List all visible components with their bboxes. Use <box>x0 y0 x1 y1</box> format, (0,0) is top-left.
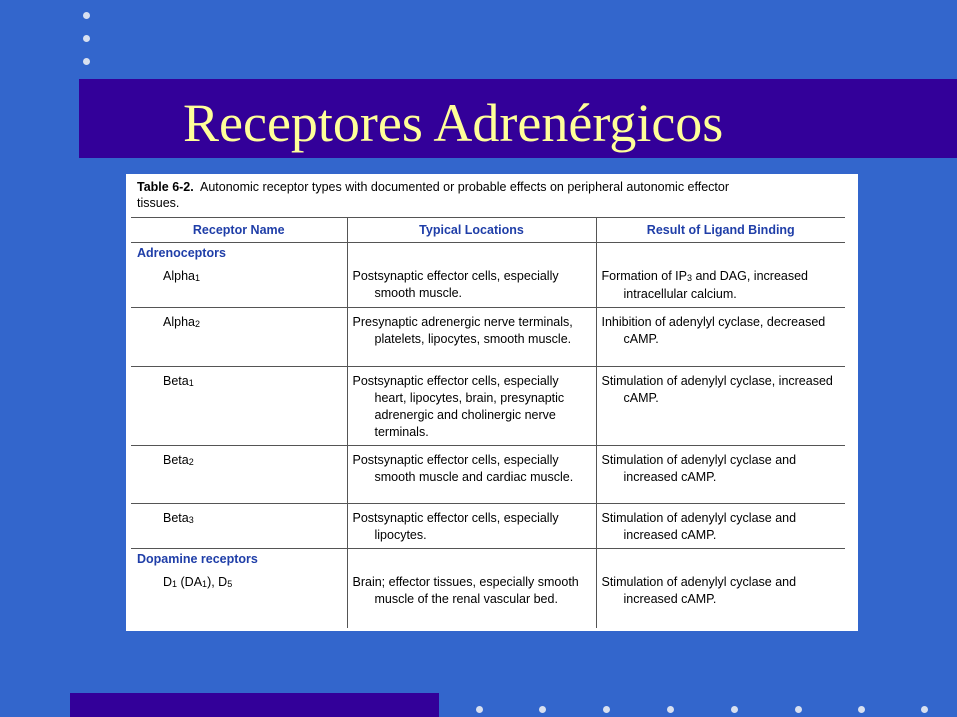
decor-dot <box>731 706 738 713</box>
header-receptor-name: Receptor Name <box>131 218 347 243</box>
typical-location: Postsynaptic effector cells, especially heart, lipocytes, brain, presynaptic adrenergic and cholinergic nerve terminals. <box>347 367 596 446</box>
table-row <box>131 504 845 549</box>
decor-dot <box>476 706 483 713</box>
typical-location: Presynaptic adrenergic nerve terminals, platelets, lipocytes, smooth muscle. <box>347 308 596 367</box>
slide-title: Receptores Adrenérgicos <box>183 93 724 153</box>
receptor-name: $D_1$ $(DA_1)$, $D_5$ <box>163 575 233 589</box>
ligand-result: Inhibition of adenylyl cyclase, decreased cAMP. <box>596 308 845 367</box>
header-result: Result of Ligand Binding <box>596 218 845 243</box>
table-image <box>126 174 858 631</box>
group-label: Dopamine receptors <box>137 552 258 566</box>
bottom-band <box>70 693 439 717</box>
caption-label: Table 6-2. <box>137 180 194 194</box>
decor-dot <box>921 706 928 713</box>
table-row <box>131 308 845 367</box>
decor-dot <box>83 58 90 65</box>
ligand-result: Stimulation of adenylyl cyclase and increased cAMP. <box>596 568 845 628</box>
ligand-result: Formation of $IP_3$ and DAG, increased intracellular calcium. <box>596 262 845 308</box>
header-typical-locations: Typical Locations <box>347 218 596 243</box>
receptor-name: Beta$_3$ <box>131 504 347 549</box>
decor-dot <box>667 706 674 713</box>
receptor-name: Beta$_1$ <box>131 367 347 446</box>
receptor-name: Beta$_2$ <box>131 446 347 504</box>
ligand-result: Stimulation of adenylyl cyclase and increased cAMP. <box>596 446 845 504</box>
decor-dot <box>83 35 90 42</box>
typical-location: Postsynaptic effector cells, especially smooth muscle. <box>347 262 596 308</box>
typical-location: Brain; effector tissues, especially smooth muscle of the renal vascular bed. <box>347 568 596 628</box>
typical-location: Postsynaptic effector cells, especially smooth muscle and cardiac muscle. <box>347 446 596 504</box>
group-row <box>131 549 845 569</box>
typical-location: Postsynaptic effector cells, especially lipocytes. <box>347 504 596 549</box>
decor-dot <box>539 706 546 713</box>
receptor-table <box>131 217 845 628</box>
header-row <box>131 218 845 243</box>
table-caption <box>137 179 737 211</box>
ligand-result: Stimulation of adenylyl cyclase, increased cAMP. <box>596 367 845 446</box>
receptor-name: Alpha$_1$ <box>131 262 347 308</box>
receptor-name: Alpha$_2$ <box>131 308 347 367</box>
table-row <box>131 446 845 504</box>
group-label: Adrenoceptors <box>137 246 226 260</box>
decor-dot <box>83 12 90 19</box>
decor-dot <box>858 706 865 713</box>
group-row <box>131 243 845 263</box>
decor-dot <box>795 706 802 713</box>
table-row <box>131 262 845 308</box>
table-row <box>131 367 845 446</box>
caption-text: Autonomic receptor types with documented or probable effects on peripheral autonomic effector tissues. <box>137 180 730 210</box>
table-row <box>131 568 845 628</box>
ligand-result: Stimulation of adenylyl cyclase and increased cAMP. <box>596 504 845 549</box>
decor-dot <box>603 706 610 713</box>
